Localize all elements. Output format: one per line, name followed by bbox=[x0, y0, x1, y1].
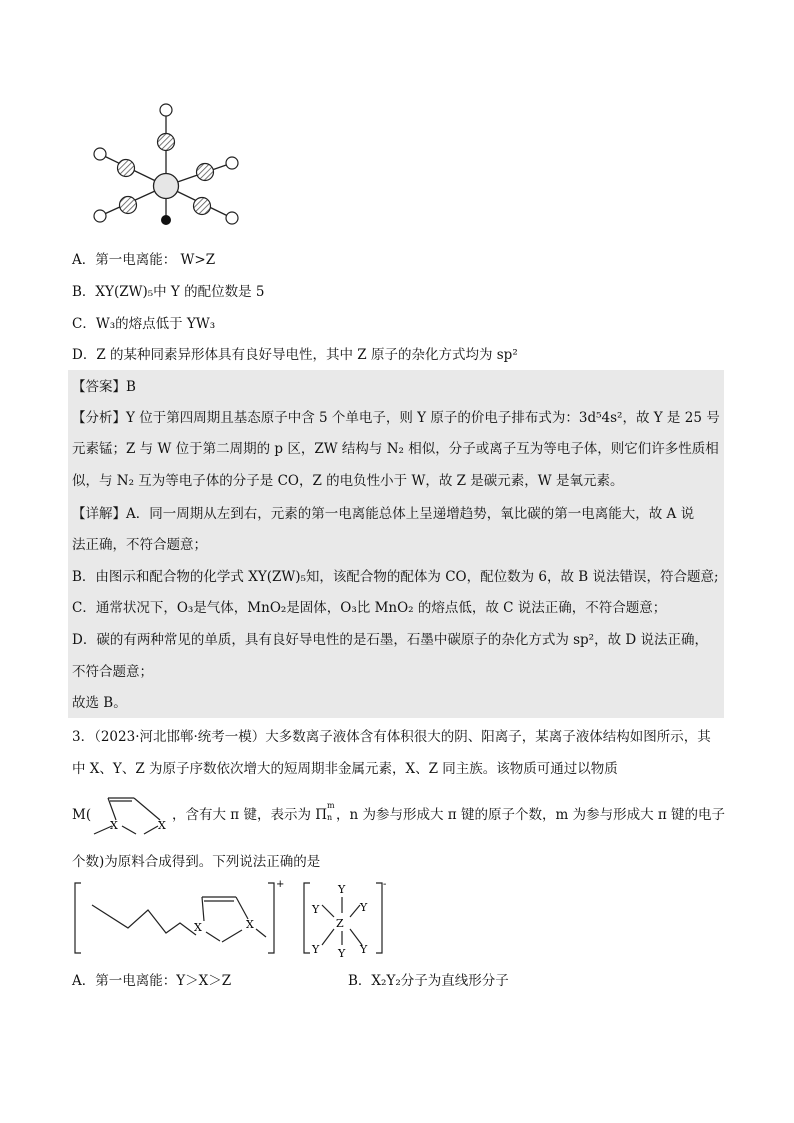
cation-charge: + bbox=[276, 879, 285, 890]
carbon-atom bbox=[158, 134, 175, 151]
complex-structure-figure bbox=[88, 98, 248, 228]
pi-notation: ，含有大 π 键，表示为 Π bbox=[172, 807, 328, 823]
q2-option-a: A．第一电离能： W>Z bbox=[72, 252, 216, 268]
q3-option-a: A．第一电离能：Y＞X＞Z bbox=[72, 973, 232, 989]
ligand-atom-label: Y bbox=[360, 943, 368, 956]
detail-line: 不符合题意； bbox=[72, 664, 153, 680]
q3-stem-line: 中 X、Y、Z 为原子序数依次增大的短周期非金属元素，X、Z 同主族。该物质可通过以物质 bbox=[72, 761, 618, 777]
pi-superscript: m bbox=[327, 801, 335, 810]
analysis-line: 元素锰；Z 与 W 位于第二周期的 p 区，ZW 结构与 N₂ 相似，分子或离子互为等电子体，则它们许多性质相 bbox=[72, 441, 719, 457]
ligand-atom-label: Y bbox=[338, 883, 346, 896]
conclusion-line: 故选 B。 bbox=[72, 695, 127, 711]
carbon-atom bbox=[118, 160, 135, 177]
ionic-liquid-structure bbox=[70, 875, 400, 961]
oxygen-atom bbox=[226, 157, 238, 169]
oxygen-atom bbox=[94, 210, 106, 222]
detail-line: D．碳的有两种常见的单质，具有良好导电性的是石墨，石墨中碳原子的杂化方式为 sp²，故 D 说法正确， bbox=[72, 632, 709, 648]
q3-stem-line: 个数)为原料合成得到。下列说法正确的是 bbox=[72, 854, 321, 870]
carbon-atom bbox=[197, 164, 214, 181]
ring-atom-label: X bbox=[246, 918, 254, 931]
carbon-atom bbox=[194, 198, 211, 215]
anion-charge: - bbox=[383, 879, 387, 890]
detail-line: B．由图示和配合物的化学式 XY(ZW)₅知，该配合物的配体为 CO，配位数为 6，故 B 说法错误，符合题意; bbox=[72, 569, 719, 585]
q3-option-b: B．X₂Y₂分子为直线形分子 bbox=[348, 973, 509, 989]
detail-line: 【详解】A．同一周期从左到右，元素的第一电离能总体上呈递增趋势，氧比碳的第一电离能大，故 A 说 bbox=[72, 506, 695, 522]
molecule-m-structure bbox=[88, 788, 172, 838]
ring-atom-label: X bbox=[158, 819, 166, 832]
ligand-atom-label: Y bbox=[312, 943, 320, 956]
x-atom bbox=[162, 216, 171, 225]
ligand-atom-label: Y bbox=[360, 901, 368, 914]
pi-subscript: n bbox=[327, 813, 333, 822]
q3-stem-line: 3．（2023·河北邯郸·统考一模）大多数离子液体含有体积很大的阴、阳离子，某离子液体结构如图所示，其 bbox=[72, 729, 711, 745]
q2-option-d: D．Z 的某种同素异形体具有良好导电性，其中 Z 原子的杂化方式均为 sp² bbox=[72, 347, 518, 363]
central-atom-label: Z bbox=[336, 917, 344, 930]
ligand-atom-label: Y bbox=[338, 947, 346, 960]
oxygen-atom bbox=[160, 104, 172, 116]
oxygen-atom bbox=[94, 148, 106, 160]
ring-atom-label: X bbox=[194, 921, 202, 934]
detail-line: 法正确，不符合题意； bbox=[72, 537, 207, 553]
ring-atom-label: X bbox=[110, 819, 118, 832]
analysis-line: 似，与 N₂ 互为等电子体的分子是 CO，Z 的电负性小于 W，故 Z 是碳元素，W 是氧元素。 bbox=[72, 473, 624, 489]
pi-definition: ，n 为参与形成大 π 键的原子个数，m 为参与形成大 π 键的电子 bbox=[336, 807, 726, 823]
answer-label: 【答案】B bbox=[72, 379, 136, 395]
q3-stem-line: M( bbox=[72, 807, 92, 823]
central-metal-atom bbox=[154, 174, 179, 199]
detail-line: C．通常状况下，O₃是气体，MnO₂是固体，O₃比 MnO₂ 的熔点低，故 C 说法正确，不符合题意； bbox=[72, 600, 667, 616]
carbon-atom bbox=[120, 197, 137, 214]
oxygen-atom bbox=[226, 212, 238, 224]
ligand-atom-label: Y bbox=[312, 903, 320, 916]
q2-option-b: B．XY(ZW)₅中 Y 的配位数是 5 bbox=[72, 284, 265, 300]
analysis-line: 【分析】Y 位于第四周期且基态原子中含 5 个单电子，则 Y 原子的价电子排布式为：3d⁵4s²，故 Y 是 25 号 bbox=[72, 410, 720, 426]
q3-stem-line bbox=[172, 801, 726, 825]
q2-option-c: C．W₃的熔点低于 YW₃ bbox=[72, 316, 216, 332]
